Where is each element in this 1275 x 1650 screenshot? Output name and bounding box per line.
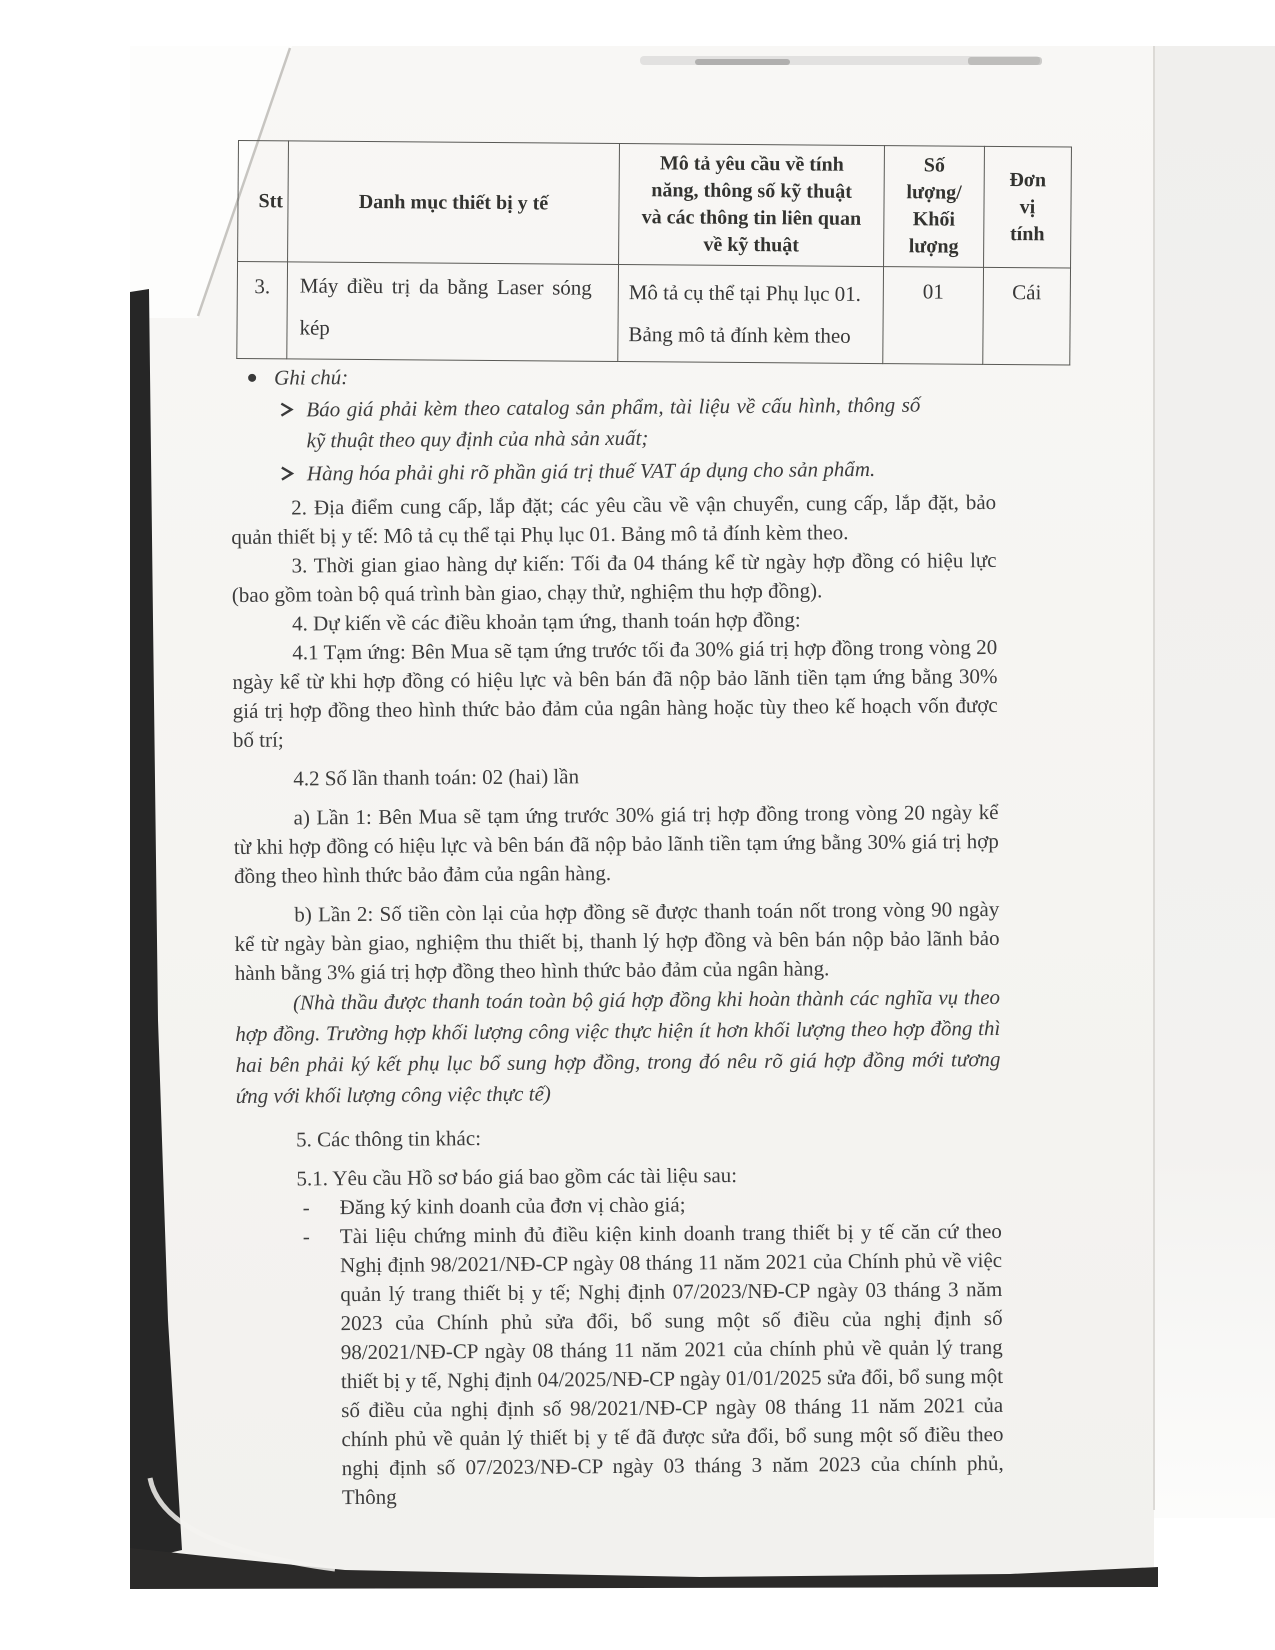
list-item-text: Đăng ký kinh doanh của đơn vị chào giá; bbox=[339, 1192, 686, 1220]
arrow-bullet-icon bbox=[278, 401, 294, 417]
cell-desc bbox=[618, 264, 884, 363]
col-header-unit: Đơn vị tính bbox=[984, 146, 1072, 268]
section-4: 4. Dự kiến về các điều khoản tạm ứng, thanh toán hợp đồng: bbox=[291, 607, 801, 636]
cell-stt: 3. bbox=[237, 262, 288, 359]
section-5: 5. Các thông tin khác: bbox=[296, 1126, 482, 1152]
section-b-lan-2: b) Lần 2: Số tiền còn lại của hợp đồng sẽ được thanh toán nốt trong vòng 90 ngày kể từ ngày bàn giao, nghiệm thu thiết bị, thanh lý hợp đồng và bên bán nộp bảo lãnh bảo hành bằng 3% giá trị hợp đồng theo hình thức bảo đảm của ngân hàng. bbox=[234, 896, 1000, 985]
document-content bbox=[230, 48, 1047, 1513]
equipment-table bbox=[236, 140, 1072, 366]
ghi-chu-heading bbox=[230, 357, 995, 393]
ghi-chu-item-text: Hàng hóa phải ghi rõ phần giá trị thuế VAT áp dụng cho sản phẩm. bbox=[306, 456, 876, 486]
section-3: 3. Thời gian giao hàng dự kiến: Tối đa 04 tháng kể từ ngày hợp đồng có hiệu lực (bao gồm toàn bộ quá trình bàn giao, chạy thử, nghiệm thu hợp đồng). bbox=[231, 547, 997, 607]
section-4-1: 4.1 Tạm ứng: Bên Mua sẽ tạm ứng trước tối đa 30% giá trị hợp đồng trong vòng 20 ngày kể từ khi hợp đồng có hiệu lực và bên bán đã nộp bảo lãnh tiền tạm ứng bằng 30% giá trị hợp đồng theo hình thức bảo đảm của ngân hàng hoặc tùy theo kế hoạch vốn được bố trí; bbox=[232, 634, 998, 752]
col-header-desc: Mô tả yêu cầu về tính năng, thông số kỹ thuật và các thông tin liên quan về kỹ thuật bbox=[619, 143, 885, 266]
arrow-bullet-icon bbox=[279, 465, 295, 481]
section-2: 2. Địa điểm cung cấp, lắp đặt; các yêu cầu về vận chuyển, cung cấp, lắp đặt, bảo quản thiết bị y tế: Mô tả cụ thể tại Phụ lục 01. Bảng mô tả đính kèm theo. bbox=[231, 489, 997, 549]
ghi-chu-item bbox=[230, 390, 920, 457]
cell-name: Máy điều trị da bằng Laser sóng kép bbox=[287, 262, 619, 362]
dash-bullet: - bbox=[302, 1195, 310, 1220]
bullet-icon bbox=[248, 374, 256, 382]
section-4-2: 4.2 Số lần thanh toán: 02 (hai) lần bbox=[293, 764, 580, 791]
ghi-chu-item bbox=[231, 454, 921, 490]
body-text bbox=[230, 357, 1004, 1513]
cell-desc-line2: Bảng mô tả đính kèm theo bbox=[628, 322, 851, 348]
list-item-text: Tài liệu chứng minh đủ điều kiện kinh doanh trang thiết bị y tế căn cứ theo Nghị định 98/2021/NĐ-CP ngày 08 tháng 11 năm 2021 của Chính phủ về việc quản lý trang thiết bị y tế; Nghị định 07/2023/NĐ-CP ngày 03 tháng 3 năm 2023 của Chính phủ sửa đổi, bổ sung một số điều của nghị định số 98/2021/NĐ-CP ngày 08 tháng 11 năm 2021 của chính phủ về quản lý trang thiết bị y tế, Nghị định 04/2025/NĐ-CP ngày 01/01/2025 sửa đổi, bổ sung một số điều của nghị định số 98/2021/NĐ-CP ngày 08 tháng 11 năm 2021 của chính phủ về quản lý thiết bị y tế đã được sửa đổi, bổ sung một số điều theo nghị định số 07/2023/NĐ-CP ngày 03 tháng 3 năm 2023 của chính phủ, Thông bbox=[339, 1218, 1004, 1510]
cell-qty: 01 bbox=[883, 267, 984, 365]
list-item bbox=[237, 1217, 1004, 1513]
section-a-lan-1: a) Lần 1: Bên Mua sẽ tạm ứng trước 30% giá trị hợp đồng trong vòng 20 ngày kể từ khi hợp đồng có hiệu lực và bên bán đã nộp bảo lãnh tiền tạm ứng bằng 30% giá trị hợp đồng theo hình thức bảo đảm của ngân hàng. bbox=[233, 799, 999, 888]
equipment-table-wrap bbox=[236, 140, 1047, 365]
ghi-chu-item-text: Báo giá phải kèm theo catalog sản phẩm, tài liệu về cấu hình, thông số kỹ thuật theo quy định của nhà sản xuất; bbox=[306, 392, 921, 453]
col-header-qty: Số lượng/ Khối lượng bbox=[884, 146, 985, 268]
cell-desc-line1: Mô tả cụ thể tại Phụ lục 01. bbox=[628, 280, 862, 306]
col-header-stt: Stt bbox=[238, 141, 289, 262]
table-row bbox=[237, 262, 1071, 366]
col-header-name: Danh mục thiết bị y tế bbox=[288, 141, 620, 265]
scanner-right-strip bbox=[1154, 46, 1275, 1518]
ghi-chu-label: Ghi chú: bbox=[274, 365, 349, 390]
cell-unit: Cái bbox=[983, 267, 1071, 365]
section-5-1: 5.1. Yêu cầu Hồ sơ báo giá bao gồm các tài liệu sau: bbox=[296, 1163, 738, 1191]
dash-bullet: - bbox=[302, 1224, 310, 1249]
contract-note-italic: (Nhà thầu được thanh toán toàn bộ giá hợp đồng khi hoàn thành các nghĩa vụ theo hợp đồng. Trường hợp khối lượng công việc thực hiện ít hơn khối lượng theo hợp đồng thì hai bên phải ký kết phụ lục bổ sung hợp đồng, trong đó nêu rõ giá hợp đồng mới tương ứng với khối lượng công việc thực tế) bbox=[235, 984, 1001, 1108]
